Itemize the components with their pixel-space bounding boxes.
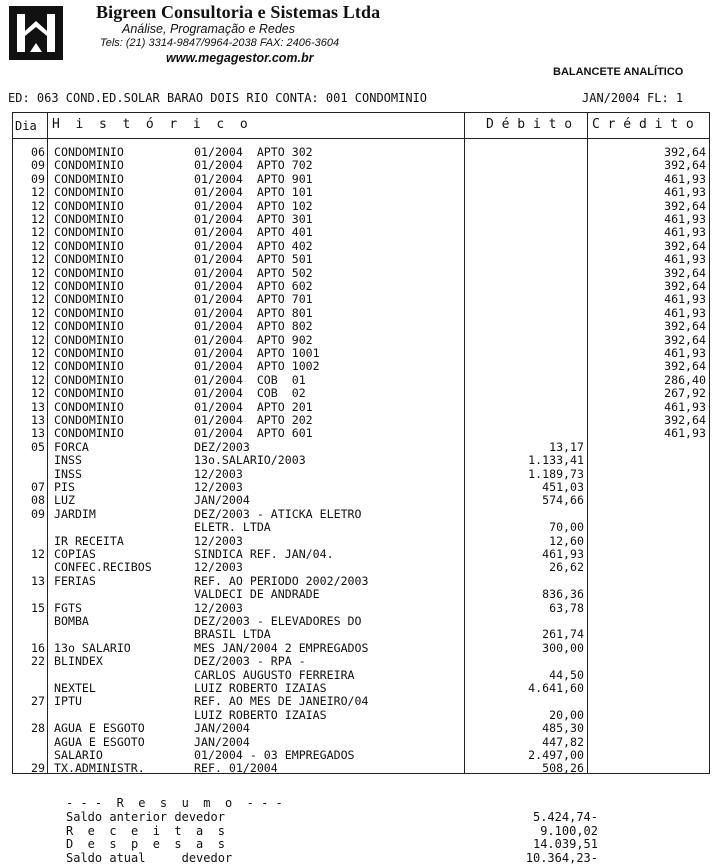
cell-credito: 461,93 — [664, 346, 706, 360]
cell-credito: 461,93 — [664, 212, 706, 226]
cell-historico: FORCA — [54, 439, 89, 454]
cell-historico: SALARIO — [54, 748, 103, 762]
cell-dia: 12 — [31, 238, 45, 253]
cell-historico: CONDOMINIO — [54, 386, 124, 401]
cell-credito: 392,64 — [664, 413, 706, 427]
cell-debito: 508,26 — [542, 761, 584, 776]
cell-credito: 461,93 — [664, 171, 706, 186]
table-row — [0, 240, 716, 253]
cell-dia: 12 — [31, 319, 45, 334]
cell-description: 01/2004 APTO 1001 — [194, 346, 320, 360]
resumo-title: - - - R e s u m o - - - — [66, 796, 283, 810]
cell-historico: CONDOMINIO — [54, 252, 124, 267]
resumo-label: Saldo atual devedor — [66, 850, 233, 865]
cell-description: LUIZ ROBERTO IZAIAS — [194, 681, 327, 695]
table-row — [0, 387, 716, 400]
table-row — [0, 669, 716, 682]
cell-description: 01/2004 APTO 802 — [194, 319, 313, 334]
cell-credito: 392,64 — [664, 158, 706, 173]
cell-debito: 44,50 — [549, 667, 584, 682]
cell-historico: AGUA E ESGOTO — [54, 734, 145, 749]
cell-dia: 12 — [31, 265, 45, 280]
cell-historico: CONDOMINIO — [54, 292, 124, 307]
cell-historico: CONDOMINIO — [54, 346, 124, 360]
cell-historico: CONDOMINIO — [54, 145, 124, 159]
cell-historico: CONFEC.RECIBOS — [54, 560, 152, 575]
cell-dia: 12 — [31, 252, 45, 267]
table-row — [0, 481, 716, 494]
cell-description: 01/2004 COB 02 — [194, 386, 306, 401]
table-row — [0, 494, 716, 507]
cell-dia: 16 — [31, 640, 45, 655]
cell-dia: 15 — [31, 600, 45, 615]
cell-historico: FERIAS — [54, 573, 96, 588]
cell-dia: 12 — [31, 305, 45, 320]
cell-description: 12/2003 — [194, 466, 243, 481]
cell-debito: 2.497,00 — [528, 748, 584, 762]
cell-description: 01/2004 APTO 902 — [194, 332, 313, 347]
cell-dia: 27 — [31, 694, 45, 709]
table-row — [0, 360, 716, 373]
cell-dia: 12 — [31, 332, 45, 347]
cell-debito: 485,30 — [542, 721, 584, 736]
cell-description: REF. AO MES DE JANEIRO/04 — [194, 694, 369, 709]
table-row — [0, 441, 716, 454]
cell-dia: 12 — [31, 359, 45, 374]
report-title: BALANCETE ANALÍTICO — [553, 66, 684, 78]
cell-historico: FGTS — [54, 600, 82, 615]
cell-historico: JARDIM — [54, 506, 96, 521]
cell-historico: PIS — [54, 480, 75, 494]
cell-credito: 392,64 — [664, 198, 706, 213]
cell-dia: 13 — [31, 573, 45, 588]
cell-dia: 09 — [31, 171, 45, 186]
cell-credito: 461,93 — [664, 252, 706, 267]
table-row — [0, 749, 716, 762]
company-name: Bigreen Consultoria e Sistemas Ltda — [96, 2, 381, 22]
table-row — [0, 334, 716, 347]
cell-description: 01/2004 APTO 801 — [194, 305, 313, 320]
cell-credito: 286,40 — [664, 372, 706, 387]
cell-description: BRASIL LTDA — [194, 627, 271, 642]
cell-description: 01/2004 APTO 502 — [194, 265, 313, 280]
cell-debito: 451,03 — [542, 480, 584, 494]
cell-dia: 12 — [31, 198, 45, 213]
cell-description: 12/2003 — [194, 560, 243, 575]
resumo-label: Saldo anterior devedor — [66, 810, 225, 824]
cell-credito: 392,64 — [664, 265, 706, 280]
table-row — [0, 642, 716, 655]
column-header-historico: H i s t ó r i c o — [52, 117, 248, 132]
cell-description: 01/2004 APTO 601 — [194, 426, 313, 441]
cell-debito: 20,00 — [549, 707, 584, 722]
cell-credito: 461,93 — [664, 305, 706, 320]
cell-debito: 447,82 — [542, 734, 584, 749]
cell-historico: CONDOMINIO — [54, 238, 124, 253]
cell-debito: 574,66 — [542, 493, 584, 508]
resumo-value: 9.100,02 — [540, 823, 598, 838]
cell-historico: IPTU — [54, 694, 82, 709]
table-row — [0, 401, 716, 414]
table-row — [0, 628, 716, 641]
table-row — [0, 414, 716, 427]
cell-description: 01/2004 APTO 501 — [194, 252, 313, 267]
table-row — [0, 146, 716, 159]
cell-description: DEZ/2003 - RPA - — [194, 654, 306, 669]
cell-historico: CONDOMINIO — [54, 372, 124, 387]
cell-description: 01/2004 APTO 102 — [194, 198, 313, 213]
cell-historico: CONDOMINIO — [54, 426, 124, 441]
cell-historico: CONDOMINIO — [54, 171, 124, 186]
cell-dia: 12 — [31, 279, 45, 293]
cell-historico: CONDOMINIO — [54, 399, 124, 414]
resumo-value: 10.364,23- — [525, 850, 598, 865]
cell-debito: 26,62 — [549, 560, 584, 575]
cell-description: 01/2004 APTO 702 — [194, 158, 313, 173]
cell-description: ELETR. LTDA — [194, 520, 271, 535]
cell-dia: 28 — [31, 721, 45, 736]
cell-debito: 4.641,60 — [528, 681, 584, 695]
cell-description: 01/2004 APTO 602 — [194, 279, 313, 293]
cell-dia: 12 — [31, 212, 45, 226]
table-row — [0, 655, 716, 668]
cell-dia: 08 — [31, 493, 45, 508]
cell-debito: 70,00 — [549, 520, 584, 535]
cell-dia: 09 — [31, 158, 45, 173]
cell-description: JAN/2004 — [194, 734, 250, 749]
cell-description: REF. AO PERIODO 2002/2003 — [194, 573, 369, 588]
cell-historico: NEXTEL — [54, 681, 96, 695]
cell-historico: CONDOMINIO — [54, 225, 124, 240]
cell-description: VALDECI DE ANDRADE — [194, 587, 320, 602]
table-row — [0, 226, 716, 239]
cell-historico: 13o SALARIO — [54, 640, 131, 655]
cell-description: 01/2004 APTO 302 — [194, 145, 313, 159]
cell-description: JAN/2004 — [194, 721, 250, 736]
table-row — [0, 186, 716, 199]
table-row — [0, 535, 716, 548]
table-row — [0, 682, 716, 695]
table-row — [0, 267, 716, 280]
resumo-value: 5.424,74- — [532, 810, 598, 824]
cell-dia: 12 — [31, 225, 45, 240]
cell-dia: 29 — [31, 761, 45, 776]
cell-description: JAN/2004 — [194, 493, 250, 508]
table-row — [0, 293, 716, 306]
table-row — [0, 736, 716, 749]
cell-historico: BLINDEX — [54, 654, 103, 669]
cell-historico: INSS — [54, 466, 82, 481]
cell-historico: CONDOMINIO — [54, 265, 124, 280]
resumo-row — [0, 825, 716, 838]
table-row — [0, 762, 716, 775]
cell-description: CARLOS AUGUSTO FERREIRA — [194, 667, 355, 682]
cell-historico: TX.ADMINISTR. — [54, 761, 145, 776]
cell-dia: 07 — [31, 480, 45, 494]
table-row — [0, 548, 716, 561]
cell-historico: CONDOMINIO — [54, 305, 124, 320]
table-row — [0, 173, 716, 186]
cell-dia: 12 — [31, 185, 45, 200]
table-row — [0, 722, 716, 735]
resumo-row — [0, 811, 716, 824]
cell-historico: INSS — [54, 453, 82, 468]
cell-description: LUIZ ROBERTO IZAIAS — [194, 707, 327, 722]
table-row — [0, 200, 716, 213]
cell-debito: 1.189,73 — [528, 466, 584, 481]
cell-description: 01/2004 APTO 401 — [194, 225, 313, 240]
cell-dia: 22 — [31, 654, 45, 669]
table-row — [0, 602, 716, 615]
cell-historico: LUZ — [54, 493, 75, 508]
cell-dia: 13 — [31, 399, 45, 414]
cell-dia: 12 — [31, 547, 45, 561]
table-row — [0, 454, 716, 467]
header-divider — [12, 138, 710, 139]
cell-description: DEZ/2003 - ATICKA ELETRO — [194, 506, 362, 521]
cell-credito: 392,64 — [664, 238, 706, 253]
cell-historico: CONDOMINIO — [54, 198, 124, 213]
resumo-row — [0, 838, 716, 851]
company-logo — [8, 5, 64, 61]
company-tagline: Análise, Programação e Redes — [122, 22, 296, 36]
cell-historico: BOMBA — [54, 614, 89, 628]
cell-historico: CONDOMINIO — [54, 413, 124, 427]
cell-description: 01/2004 COB 01 — [194, 372, 306, 387]
cell-historico: AGUA E ESGOTO — [54, 721, 145, 736]
column-header-debito: D é b i t o — [486, 117, 573, 132]
cell-dia: 13 — [31, 413, 45, 427]
cell-description: 01/2004 APTO 701 — [194, 292, 313, 307]
cell-credito: 392,64 — [664, 319, 706, 334]
cell-debito: 1.133,41 — [528, 453, 584, 468]
cell-dia: 09 — [31, 506, 45, 521]
cell-historico: CONDOMINIO — [54, 185, 124, 200]
table-row — [0, 347, 716, 360]
cell-credito: 461,93 — [664, 225, 706, 240]
cell-description: 01/2004 APTO 402 — [194, 238, 313, 253]
cell-description: DEZ/2003 - ELEVADORES DO — [194, 614, 362, 628]
cell-dia: 05 — [31, 439, 45, 454]
table-row — [0, 695, 716, 708]
cell-dia: 13 — [31, 426, 45, 441]
table-row — [0, 468, 716, 481]
table-row — [0, 213, 716, 226]
cell-historico: IR RECEITA — [54, 533, 124, 548]
cell-historico: CONDOMINIO — [54, 279, 124, 293]
cell-description: REF. 01/2004 — [194, 761, 278, 776]
column-header-dia: Dia — [15, 119, 37, 133]
cell-debito: 836,36 — [542, 587, 584, 602]
cell-dia: 12 — [31, 372, 45, 387]
table-row — [0, 615, 716, 628]
cell-historico: CONDOMINIO — [54, 212, 124, 226]
cell-debito: 461,93 — [542, 547, 584, 561]
cell-description: SINDICA REF. JAN/04. — [194, 547, 334, 561]
table-row — [0, 280, 716, 293]
cell-debito: 13,17 — [549, 439, 584, 454]
cell-description: 13o.SALARIO/2003 — [194, 453, 306, 468]
cell-description: 12/2003 — [194, 533, 243, 548]
cell-dia: 12 — [31, 292, 45, 307]
table-row — [0, 374, 716, 387]
cell-credito: 392,64 — [664, 145, 706, 159]
resumo-value: 14.039,51 — [532, 837, 598, 852]
resumo-label: R e c e i t a s — [66, 823, 225, 838]
cell-credito: 461,93 — [664, 185, 706, 200]
table-row — [0, 561, 716, 574]
cell-description: 01/2004 APTO 901 — [194, 171, 313, 186]
table-row — [0, 508, 716, 521]
cell-description: 12/2003 — [194, 480, 243, 494]
company-website: www.megagestor.com.br — [166, 51, 314, 65]
cell-debito: 12,60 — [549, 533, 584, 548]
period-page: JAN/2004 FL: 1 — [582, 91, 684, 105]
cell-historico: CONDOMINIO — [54, 359, 124, 374]
cell-debito: 300,00 — [542, 640, 584, 655]
cell-dia: 06 — [31, 145, 45, 159]
cell-credito: 461,93 — [664, 292, 706, 307]
company-phones: Tels: (21) 3314-9847/9964-2038 FAX: 2406-3604 — [100, 37, 340, 49]
cell-historico: CONDOMINIO — [54, 319, 124, 334]
cell-credito: 461,93 — [664, 399, 706, 414]
cell-description: 01/2004 APTO 201 — [194, 399, 313, 414]
table-row — [0, 159, 716, 172]
table-row — [0, 709, 716, 722]
cell-description: MES JAN/2004 2 EMPREGADOS — [194, 640, 369, 655]
cell-historico: COPIAS — [54, 547, 96, 561]
cell-historico: CONDOMINIO — [54, 332, 124, 347]
table-row — [0, 427, 716, 440]
cell-historico: CONDOMINIO — [54, 158, 124, 173]
cell-debito: 63,78 — [549, 600, 584, 615]
table-row — [0, 307, 716, 320]
table-row — [0, 521, 716, 534]
building-account-line: ED: 063 COND.ED.SOLAR BARAO DOIS RIO CONTA: 001 CONDOMINIO — [8, 91, 428, 105]
cell-description: 01/2004 - 03 EMPREGADOS — [194, 748, 355, 762]
cell-description: 01/2004 APTO 101 — [194, 185, 313, 200]
table-row — [0, 320, 716, 333]
cell-description: 12/2003 — [194, 600, 243, 615]
cell-description: 01/2004 APTO 1002 — [194, 359, 320, 374]
table-row — [0, 575, 716, 588]
table-row — [0, 253, 716, 266]
cell-credito: 392,64 — [664, 279, 706, 293]
column-header-credito: C r é d i t o — [592, 117, 694, 132]
cell-credito: 392,64 — [664, 332, 706, 347]
cell-description: DEZ/2003 — [194, 439, 250, 454]
cell-credito: 392,64 — [664, 359, 706, 374]
cell-debito: 261,74 — [542, 627, 584, 642]
cell-dia: 12 — [31, 386, 45, 401]
cell-description: 01/2004 APTO 301 — [194, 212, 313, 226]
cell-credito: 461,93 — [664, 426, 706, 441]
cell-dia: 12 — [31, 346, 45, 360]
resumo-label: D e s p e s a s — [66, 837, 225, 852]
cell-description: 01/2004 APTO 202 — [194, 413, 313, 427]
table-row — [0, 588, 716, 601]
cell-credito: 267,92 — [664, 386, 706, 401]
